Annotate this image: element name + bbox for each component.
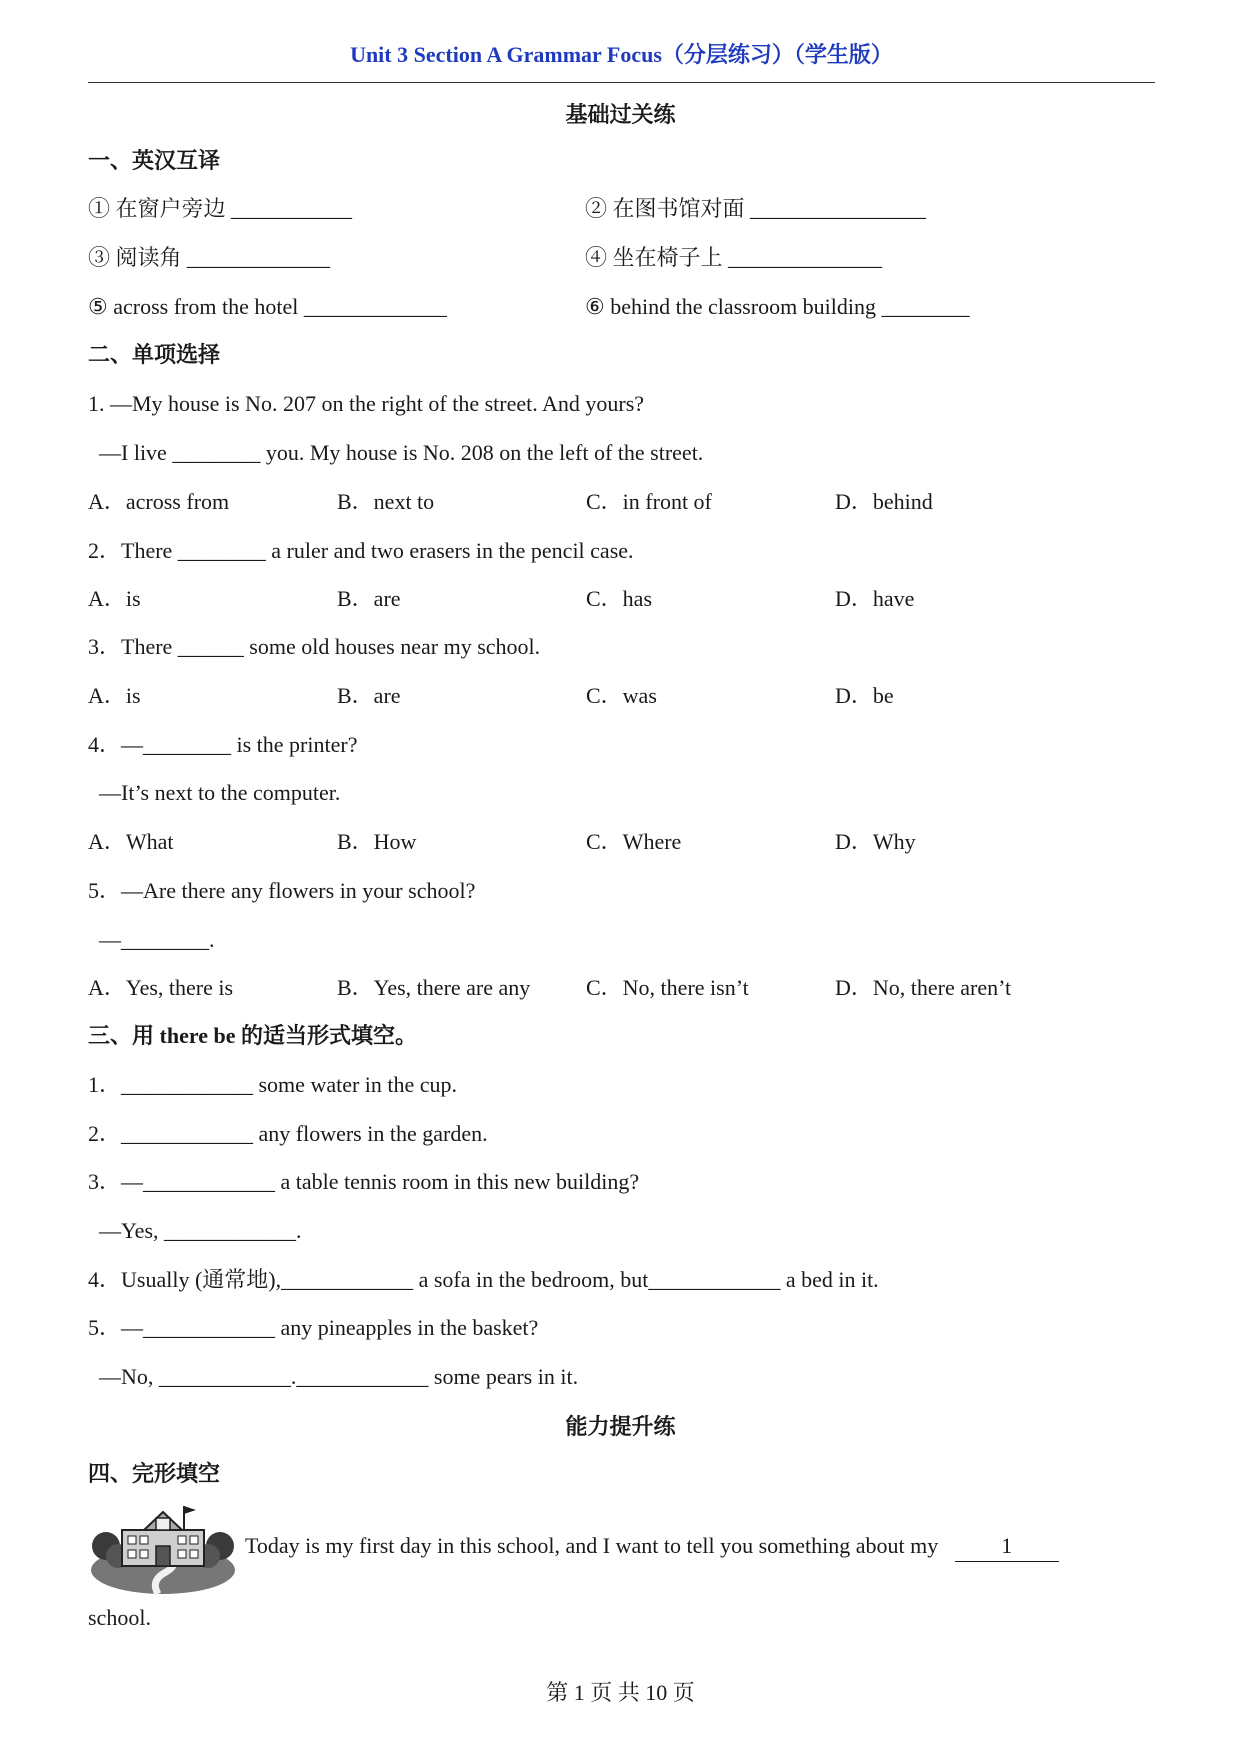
section-heading-choice: 二、单项选择 (88, 342, 221, 367)
question-1-line-2: —I live ________ you. My house is No. 208 on the left of the street. (88, 440, 704, 465)
section-heading-translation: 一、英汉互译 (88, 148, 221, 173)
question-2: 2．There ________ a ruler and two erasers in the pencil case. (88, 538, 634, 563)
q2-option-d: D．have (835, 586, 915, 611)
q5-option-b: B．Yes, there are any (337, 975, 531, 1000)
q5-option-a: A．Yes, there is (88, 975, 234, 1000)
translation-item-4: ④ 坐在椅子上 ______________ (585, 245, 883, 270)
level-title-basic: 基础过关练 (565, 102, 676, 127)
fill-line-6: 5．—____________ any pineapples in the basket? (88, 1315, 539, 1340)
q2-option-b: B．are (337, 586, 401, 611)
document-header (88, 30, 1155, 83)
question-4-line-2: —It’s next to the computer. (88, 780, 341, 805)
q3-option-d: D．be (835, 683, 894, 708)
q1-option-c: C．in front of (586, 489, 712, 514)
cloze-passage-line-2: school. (88, 1605, 151, 1630)
question-1-line-1: 1. —My house is No. 207 on the right of the street. And yours? (88, 391, 645, 416)
fill-line-5: 4．Usually (通常地),____________ a sofa in the bedroom, but____________ a bed in it. (88, 1267, 879, 1292)
section-heading-suffix: 的适当形式填空。 (235, 1023, 417, 1048)
q1-option-d: D．behind (835, 489, 933, 514)
cloze-passage-text: Today is my first day in this school, and I want to tell you something about my (245, 1533, 939, 1558)
question-5-line-1: 5．—Are there any flowers in your school? (88, 878, 476, 903)
q4-option-a: A．What (88, 829, 174, 854)
q1-option-a: A．across from (88, 489, 230, 514)
q4-option-b: B．How (337, 829, 417, 854)
fill-line-7: —No, ____________.____________ some pears in it. (88, 1364, 579, 1389)
q2-option-a: A．is (88, 586, 141, 611)
q3-option-c: C．was (586, 683, 657, 708)
q5-option-c: C．No, there isn’t (586, 975, 749, 1000)
question-3: 3．There ______ some old houses near my school. (88, 634, 541, 659)
q4-option-c: C．Where (586, 829, 682, 854)
translation-item-2: ② 在图书馆对面 ________________ (585, 196, 927, 221)
document-title: Unit 3 Section A Grammar Focus（分层练习）（学生版） (350, 42, 893, 67)
q1-option-b: B．next to (337, 489, 435, 514)
page-number: 第 1 页 共 10 页 (546, 1680, 695, 1705)
q4-option-d: D．Why (835, 829, 916, 854)
cloze-blank-1: 1 (955, 1531, 1059, 1562)
cloze-passage-line-1 (245, 1531, 1059, 1562)
translation-item-5: ⑤ across from the hotel _____________ (88, 294, 447, 319)
section-heading-cloze: 四、完形填空 (88, 1461, 221, 1486)
q5-option-d: D．No, there aren’t (835, 975, 1012, 1000)
translation-item-3: ③ 阅读角 _____________ (88, 245, 331, 270)
section-heading-there-be (88, 1021, 417, 1051)
translation-item-6: ⑥ behind the classroom building ________ (585, 294, 970, 319)
section-heading-prefix: 三、用 (88, 1023, 160, 1048)
q3-option-b: B．are (337, 683, 401, 708)
fill-line-1: 1．____________ some water in the cup. (88, 1072, 458, 1097)
level-title-advanced: 能力提升练 (565, 1414, 676, 1439)
question-5-line-2: —________. (88, 927, 215, 952)
fill-line-3: 3．—____________ a table tennis room in this new building? (88, 1169, 640, 1194)
translation-item-1: ① 在窗户旁边 ___________ (88, 196, 353, 221)
school-building-icon (88, 1500, 238, 1596)
section-heading-keyword: there be (159, 1023, 236, 1048)
fill-line-4: —Yes, ____________. (88, 1218, 302, 1243)
q3-option-a: A．is (88, 683, 141, 708)
question-4-line-1: 4．—________ is the printer? (88, 732, 358, 757)
q2-option-c: C．has (586, 586, 653, 611)
fill-line-2: 2．____________ any flowers in the garden. (88, 1121, 488, 1146)
